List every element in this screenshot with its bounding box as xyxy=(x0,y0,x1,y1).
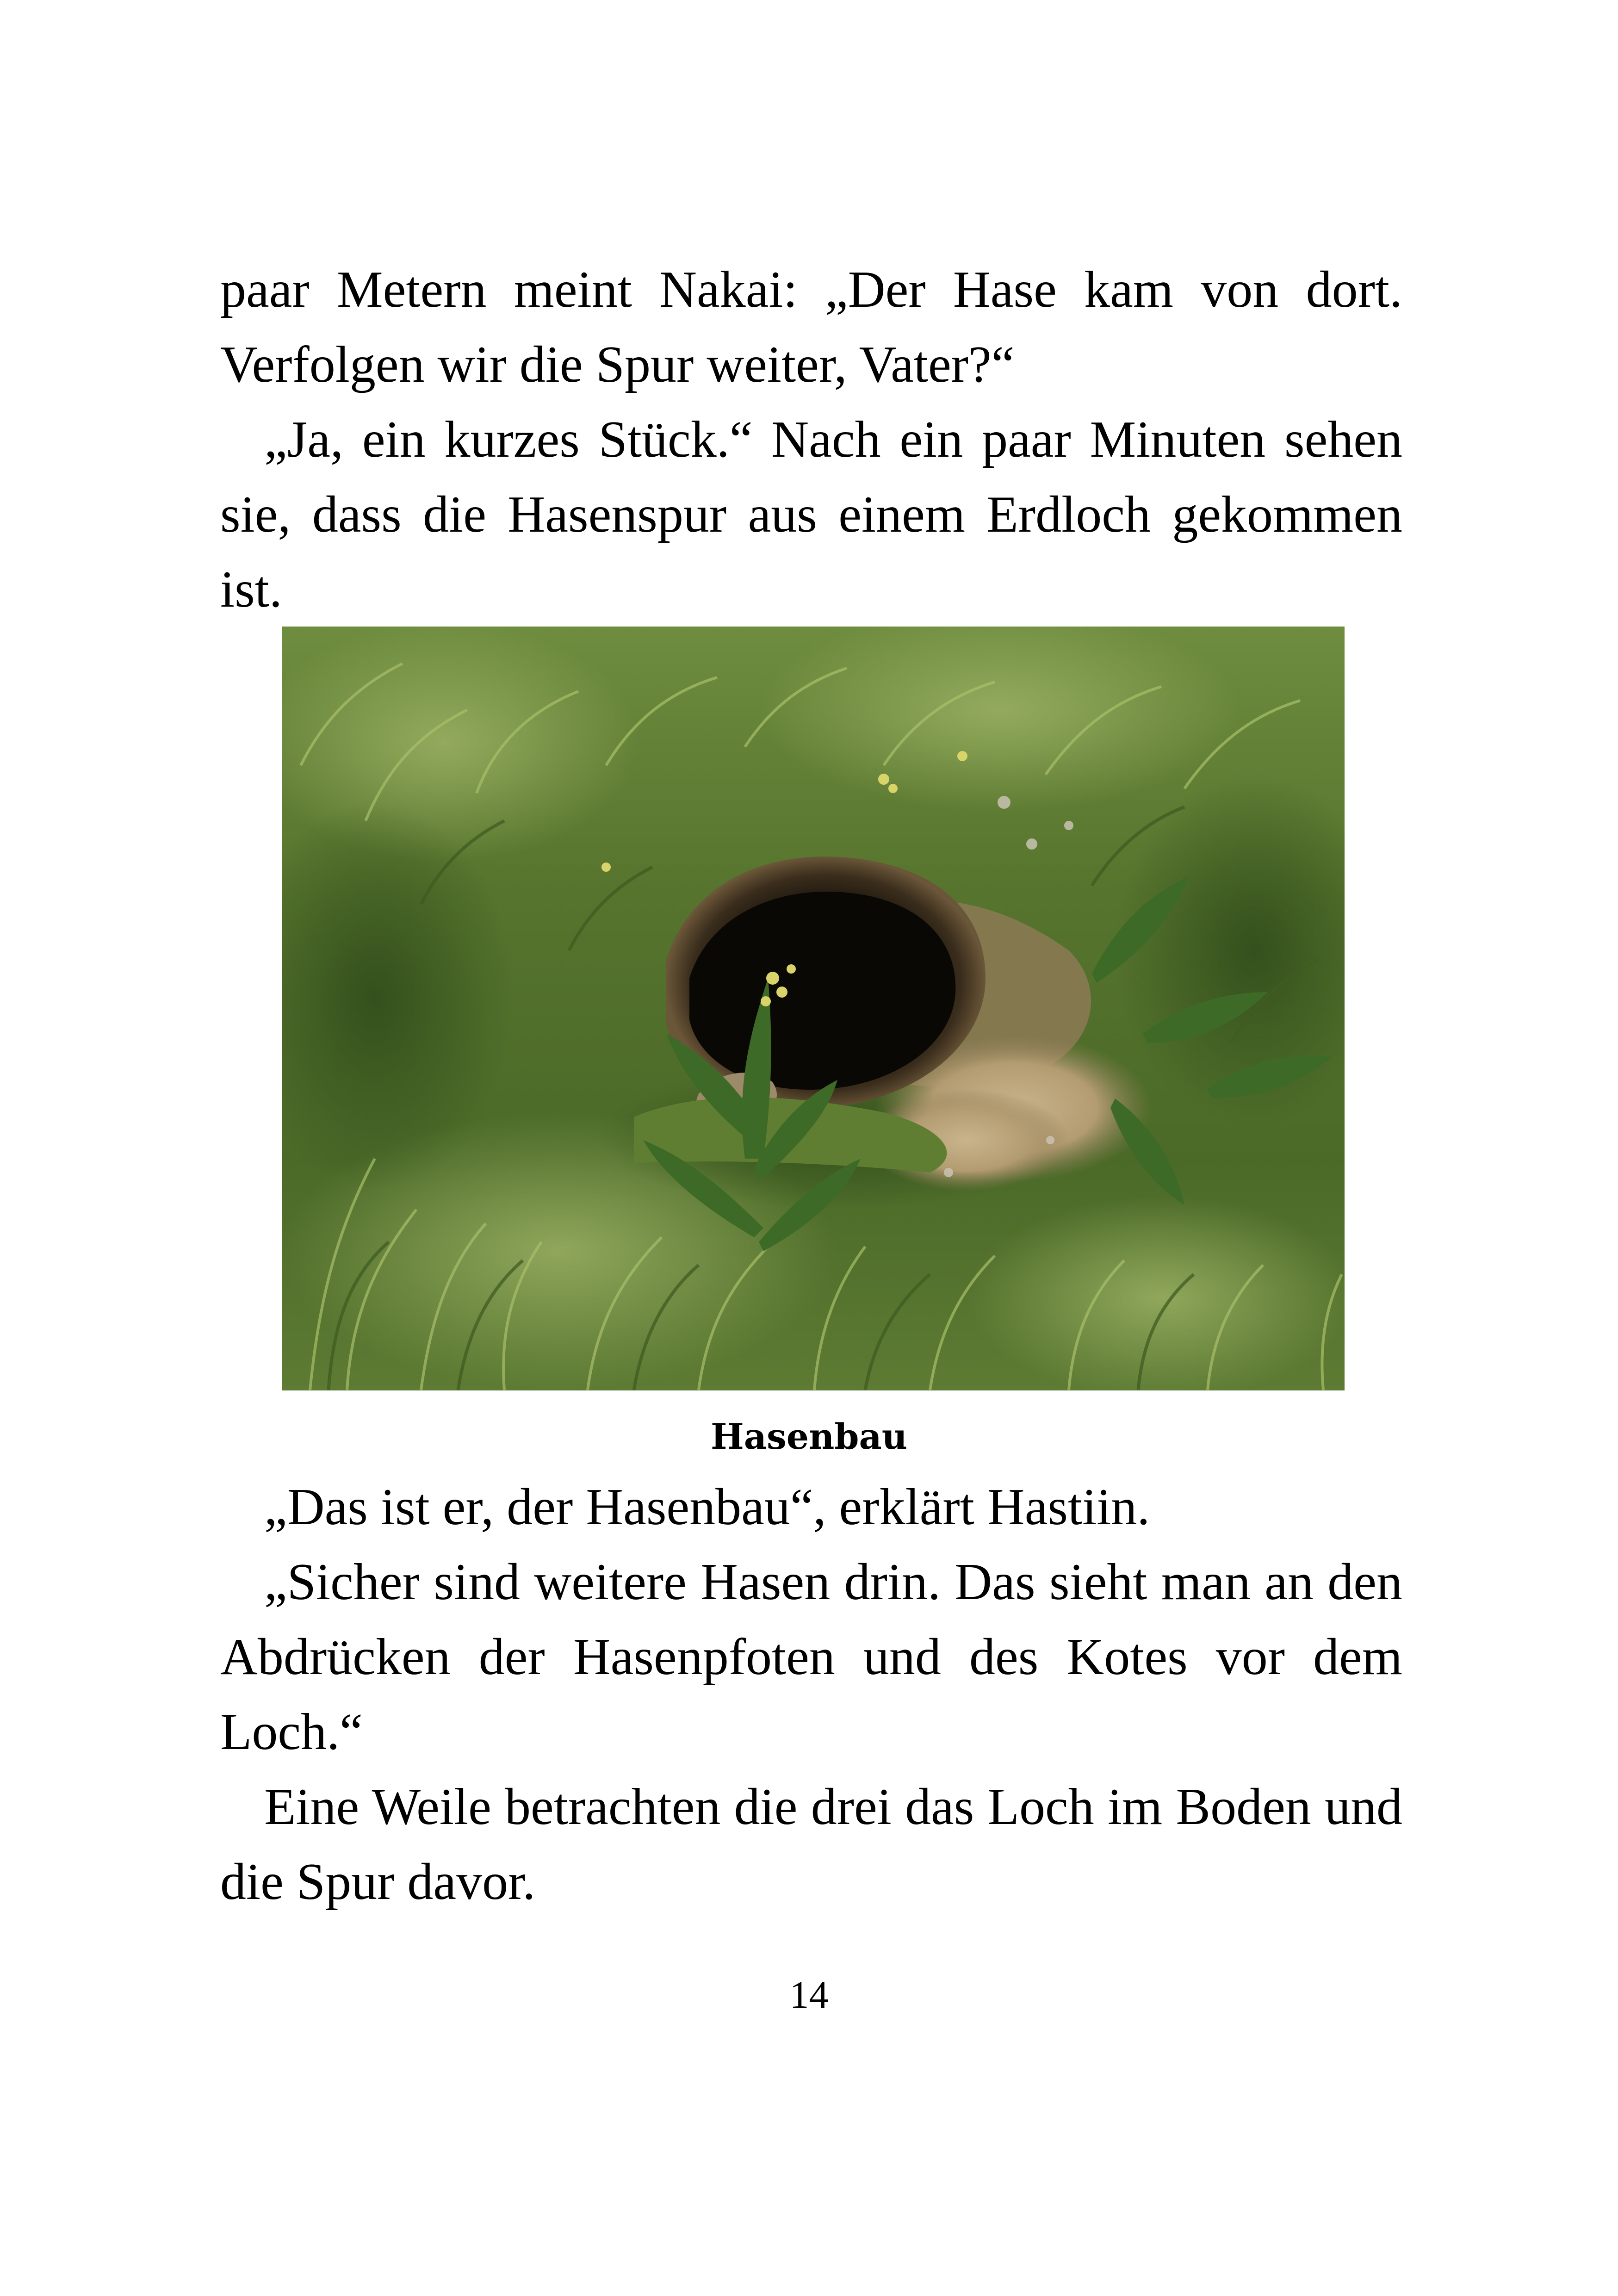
text-block-bottom xyxy=(220,1470,1402,1919)
text-block-top xyxy=(220,252,1402,627)
paragraph: „Das ist er, der Hasenbau“, erklärt Hastiin. xyxy=(264,1478,1150,1536)
burrow-photo xyxy=(282,627,1345,1390)
paragraph: paar Metern meint Nakai: „Der Hase kam von dort. Verfolgen wir die Spur weiter, Vater?“ xyxy=(220,261,1402,393)
paragraph: „Sicher sind weitere Hasen drin. Das sieht man an den Abdrücken der Hasenpfoten und des Kotes vor dem Loch.“ xyxy=(220,1553,1402,1761)
paragraph: Eine Weile betrachten die drei das Loch im Boden und die Spur davor. xyxy=(220,1778,1402,1911)
figure-caption: Hasenbau xyxy=(710,1416,908,1457)
page-number: 14 xyxy=(789,1973,829,2017)
paragraph: „Ja, ein kurzes Stück.“ Nach ein paar Minuten sehen sie, dass die Hasenspur aus einem Erdloch gekommen ist. xyxy=(220,411,1402,618)
